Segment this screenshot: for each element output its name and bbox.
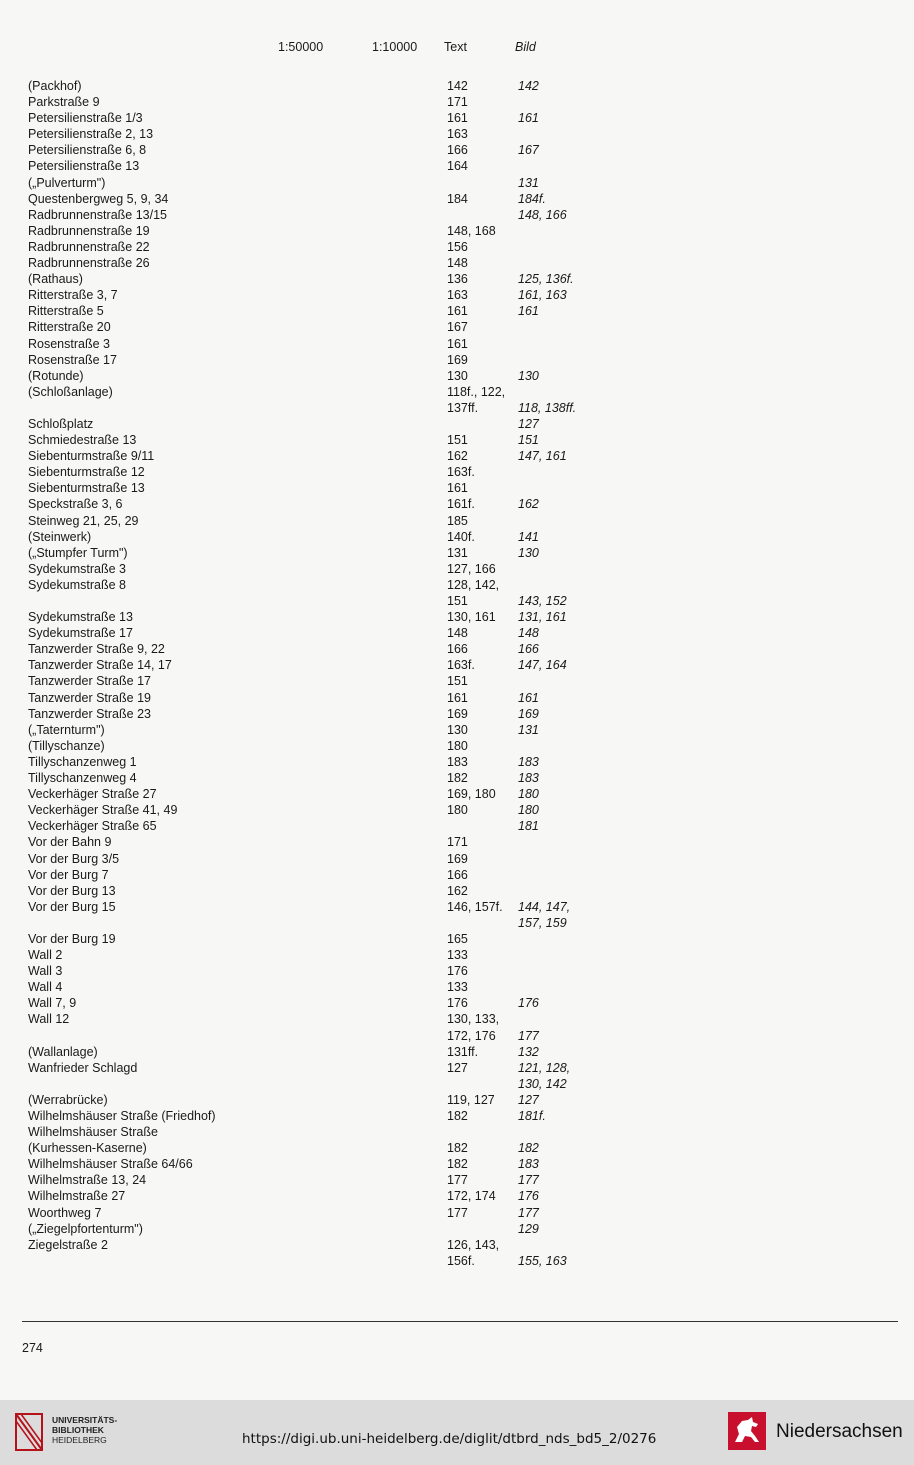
entry-name: Vor der Burg 13: [28, 883, 116, 898]
text-page-ref: 156: [447, 239, 468, 254]
entry-name: Tanzwerder Straße 17: [28, 674, 151, 689]
index-row: [0, 336, 914, 352]
image-page-ref: 132: [518, 1044, 539, 1059]
entry-name: Ritterstraße 5: [28, 304, 104, 319]
image-page-ref: 131: [518, 722, 539, 737]
library-name-line2: BIBLIOTHEK: [52, 1425, 104, 1435]
entry-name: Schmiedestraße 13: [28, 433, 137, 448]
image-page-ref: 183: [518, 771, 539, 786]
text-page-ref: 151: [447, 594, 468, 608]
column-header-bild: Bild: [515, 40, 536, 54]
entry-name: („Pulverturm"): [28, 175, 106, 190]
university-library-name[interactable]: [52, 1415, 117, 1445]
image-page-ref: 161: [518, 690, 539, 705]
library-name-line1: UNIVERSITÄTS-: [52, 1415, 118, 1425]
image-page-ref: 130, 142: [518, 1076, 567, 1091]
index-row: [0, 400, 914, 416]
text-page-ref: 166: [447, 642, 468, 657]
text-page-ref: 182: [447, 1109, 468, 1123]
text-page-ref: 182: [447, 771, 468, 786]
index-row: [0, 223, 914, 239]
index-row: [0, 931, 914, 947]
column-header-text: Text: [444, 40, 467, 54]
text-page-ref: 130: [447, 368, 468, 383]
entry-name: Vor der Burg 7: [28, 867, 109, 882]
entry-name: Sydekumstraße 17: [28, 626, 133, 641]
entry-name: Ritterstraße 3, 7: [28, 288, 118, 303]
page-number: 274: [22, 1341, 43, 1355]
index-row: [0, 947, 914, 963]
index-row: [0, 416, 914, 432]
entry-name: (Schloßanlage): [28, 384, 113, 399]
index-row: [0, 979, 914, 995]
index-row: [0, 770, 914, 786]
entry-name: Sydekumstraße 3: [28, 561, 126, 576]
entry-name: Rosenstraße 3: [28, 336, 110, 351]
index-row: [0, 78, 914, 94]
text-page-ref: 161: [447, 304, 468, 319]
entry-name: (Werrabrücke): [28, 1092, 108, 1107]
index-row: [0, 126, 914, 142]
entry-name: Tanzwerder Straße 19: [28, 690, 151, 705]
image-page-ref: 148: [518, 626, 539, 641]
index-row: [0, 883, 914, 899]
index-row: [0, 1172, 914, 1188]
index-row: [0, 1237, 914, 1253]
image-page-ref: 151: [518, 433, 539, 448]
index-row: [0, 1140, 914, 1156]
text-page-ref: 169, 180: [447, 787, 496, 802]
text-page-ref: 148: [447, 626, 468, 641]
image-page-ref: 142: [518, 79, 539, 93]
entry-name: („Taternturm"): [28, 722, 105, 737]
entry-name: Ritterstraße 20: [28, 320, 111, 335]
index-row: [0, 352, 914, 368]
text-page-ref: 136: [447, 272, 468, 287]
entry-name: Tillyschanzenweg 4: [28, 771, 137, 786]
entry-name: Wilhelmstraße 13, 24: [28, 1173, 147, 1188]
text-page-ref: 161: [447, 111, 468, 126]
index-row: [0, 319, 914, 335]
image-page-ref: 182: [518, 1141, 539, 1156]
index-row: [0, 802, 914, 818]
index-row: [0, 1076, 914, 1092]
index-row: [0, 448, 914, 464]
text-page-ref: 163f.: [447, 465, 475, 480]
index-row: [0, 1092, 914, 1108]
image-page-ref: 161: [518, 304, 539, 319]
text-page-ref: 180: [447, 803, 468, 818]
entry-name: Tanzwerder Straße 23: [28, 706, 151, 721]
text-page-ref: 151: [447, 674, 468, 689]
text-page-ref: 177: [447, 1173, 468, 1188]
text-page-ref: 151: [447, 433, 468, 448]
entry-name: Siebenturmstraße 12: [28, 465, 145, 480]
index-row: [0, 255, 914, 271]
library-name-line3: HEIDELBERG: [52, 1435, 107, 1445]
index-row: [0, 110, 914, 126]
entry-name: (Wallanlage): [28, 1044, 98, 1059]
image-page-ref: 141: [518, 529, 539, 544]
entry-name: Woorthweg 7: [28, 1205, 102, 1220]
text-page-ref: 130: [447, 722, 468, 737]
text-page-ref: 133: [447, 948, 468, 963]
text-page-ref: 176: [447, 996, 468, 1011]
lower-saxony-horse-icon[interactable]: [728, 1412, 766, 1450]
index-row: [0, 480, 914, 496]
entry-name: Wall 4: [28, 980, 63, 995]
text-page-ref: 183: [447, 754, 468, 769]
index-row: [0, 142, 914, 158]
text-page-ref: 177: [447, 1205, 468, 1220]
text-page-ref: 164: [447, 159, 468, 174]
entry-name: Wall 3: [28, 964, 63, 979]
image-page-ref: 161, 163: [518, 288, 567, 303]
entry-name: Vor der Burg 15: [28, 899, 116, 914]
text-page-ref: 166: [447, 143, 468, 158]
entry-name: Veckerhäger Straße 65: [28, 819, 157, 834]
text-page-ref: 140f.: [447, 529, 475, 544]
index-row: [0, 1044, 914, 1060]
index-row: [0, 722, 914, 738]
text-page-ref: 161: [447, 336, 468, 351]
entry-name: Petersilienstraße 2, 13: [28, 127, 154, 142]
text-page-ref: 163f.: [447, 658, 475, 673]
image-page-ref: 181f.: [518, 1109, 546, 1123]
index-row: [0, 641, 914, 657]
index-row: [0, 1205, 914, 1221]
image-page-ref: 129: [518, 1221, 539, 1236]
index-row: [0, 786, 914, 802]
image-page-ref: 183: [518, 754, 539, 769]
text-page-ref: 184: [447, 191, 468, 206]
entry-name: Radbrunnenstraße 22: [28, 239, 150, 254]
image-page-ref: 181: [518, 819, 539, 834]
image-page-ref: 167: [518, 143, 539, 158]
index-row: [0, 738, 914, 754]
entry-name: Wilhelmshäuser Straße (Friedhof): [28, 1109, 216, 1123]
entry-name: (Packhof): [28, 79, 82, 93]
text-page-ref: 169: [447, 706, 468, 721]
image-page-ref: 125, 136f.: [518, 272, 574, 287]
entry-name: Siebenturmstraße 13: [28, 481, 145, 496]
text-page-ref: 148: [447, 256, 468, 271]
index-row: [0, 545, 914, 561]
text-page-ref: 171: [447, 95, 468, 110]
text-page-ref: 146, 157f.: [447, 899, 503, 914]
permalink-url[interactable]: https://digi.ub.uni-heidelberg.de/diglit/dtbrd_nds_bd5_2/0276: [242, 1431, 657, 1447]
entry-name: Vor der Burg 3/5: [28, 851, 120, 866]
entry-name: Petersilienstraße 6, 8: [28, 143, 147, 158]
index-row: [0, 706, 914, 722]
entry-name: Radbrunnenstraße 13/15: [28, 207, 167, 222]
image-page-ref: 157, 159: [518, 915, 567, 930]
entry-name: Wanfrieder Schlagd: [28, 1060, 138, 1075]
entry-name: (Rathaus): [28, 272, 83, 287]
index-row: [0, 609, 914, 625]
index-row: [0, 754, 914, 770]
image-page-ref: 166: [518, 642, 539, 657]
index-row: [0, 1156, 914, 1172]
index-table: [0, 78, 914, 1269]
text-page-ref: 161f.: [447, 497, 475, 512]
index-row: [0, 593, 914, 609]
index-row: [0, 1011, 914, 1027]
image-page-ref: 180: [518, 803, 539, 818]
index-row: [0, 818, 914, 834]
entry-name: Radbrunnenstraße 19: [28, 223, 150, 238]
text-page-ref: 166: [447, 867, 468, 882]
text-page-ref: 119, 127: [447, 1092, 495, 1107]
image-page-ref: 162: [518, 497, 539, 512]
entry-name: Radbrunnenstraße 26: [28, 256, 150, 271]
text-page-ref: 126, 143,: [447, 1237, 500, 1252]
text-page-ref: 180: [447, 738, 468, 753]
text-page-ref: 131ff.: [447, 1044, 479, 1059]
entry-name: Wall 7, 9: [28, 996, 77, 1011]
entry-name: („Stumpfer Turm"): [28, 545, 128, 560]
index-row: [0, 1253, 914, 1269]
text-page-ref: 133: [447, 980, 468, 995]
entry-name: Wall 12: [28, 1012, 70, 1027]
entry-name: Steinweg 21, 25, 29: [28, 513, 139, 528]
entry-name: Petersilienstraße 13: [28, 159, 140, 174]
text-page-ref: 161: [447, 481, 468, 496]
index-row: [0, 529, 914, 545]
viewer-footer: [0, 1400, 914, 1465]
index-row: [0, 963, 914, 979]
index-row: [0, 673, 914, 689]
entry-name: Wilhelmstraße 27: [28, 1189, 126, 1204]
entry-name: Petersilienstraße 1/3: [28, 111, 143, 126]
index-row: [0, 191, 914, 207]
index-row: [0, 851, 914, 867]
text-page-ref: 130, 133,: [447, 1012, 500, 1027]
index-row: [0, 1060, 914, 1076]
entry-name: Siebenturmstraße 9/11: [28, 449, 155, 464]
index-row: [0, 657, 914, 673]
image-page-ref: 184f.: [518, 191, 546, 206]
index-row: [0, 690, 914, 706]
image-page-ref: 147, 161: [518, 449, 567, 464]
entry-name: Tanzwerder Straße 9, 22: [28, 642, 165, 657]
text-page-ref: 176: [447, 964, 468, 979]
text-page-ref: 172, 176: [447, 1028, 496, 1043]
index-row: [0, 303, 914, 319]
image-page-ref: 176: [518, 1189, 539, 1204]
entry-name: Ziegelstraße 2: [28, 1237, 108, 1252]
image-page-ref: 130: [518, 545, 539, 560]
image-page-ref: 169: [518, 706, 539, 721]
text-page-ref: 148, 168: [447, 223, 496, 238]
text-page-ref: 118f., 122,: [447, 384, 506, 399]
entry-name: Schloßplatz: [28, 416, 94, 431]
text-page-ref: 137ff.: [447, 400, 479, 415]
index-row: [0, 1108, 914, 1124]
image-page-ref: 161: [518, 111, 539, 126]
entry-name: (Kurhessen-Kaserne): [28, 1141, 147, 1156]
entry-name: Tillyschanzenweg 1: [28, 754, 137, 769]
index-row: [0, 1028, 914, 1044]
entry-name: Vor der Bahn 9: [28, 835, 112, 850]
image-page-ref: 118, 138ff.: [518, 400, 577, 415]
text-page-ref: 169: [447, 851, 468, 866]
image-page-ref: 155, 163: [518, 1253, 567, 1268]
image-page-ref: 130: [518, 368, 539, 383]
entry-name: Wall 2: [28, 948, 63, 963]
entry-name: Sydekumstraße 13: [28, 610, 133, 625]
entry-name: (Steinwerk): [28, 529, 92, 544]
text-page-ref: 127, 166: [447, 561, 496, 576]
entry-name: Sydekumstraße 8: [28, 577, 126, 592]
entry-name: Questenbergweg 5, 9, 34: [28, 191, 169, 206]
index-row: [0, 94, 914, 110]
text-page-ref: 127: [447, 1060, 468, 1075]
partner-name[interactable]: Niedersachsen: [776, 1421, 903, 1442]
entry-name: Speckstraße 3, 6: [28, 497, 123, 512]
image-page-ref: 177: [518, 1028, 539, 1043]
text-page-ref: 172, 174: [447, 1189, 496, 1204]
index-row: [0, 867, 914, 883]
text-page-ref: 163: [447, 288, 468, 303]
index-row: [0, 368, 914, 384]
index-row: [0, 995, 914, 1011]
university-library-logo-icon[interactable]: [12, 1408, 46, 1454]
text-page-ref: 128, 142,: [447, 577, 500, 592]
text-page-ref: 142: [447, 79, 468, 93]
column-header-scale-50000: 1:50000: [278, 40, 324, 54]
index-row: [0, 577, 914, 593]
image-page-ref: 176: [518, 996, 539, 1011]
entry-name: Tanzwerder Straße 14, 17: [28, 658, 172, 673]
index-row: [0, 175, 914, 191]
text-page-ref: 162: [447, 883, 468, 898]
index-row: [0, 287, 914, 303]
text-page-ref: 162: [447, 449, 468, 464]
image-page-ref: 131: [518, 175, 539, 190]
index-row: [0, 899, 914, 915]
index-row: [0, 561, 914, 577]
index-row: [0, 432, 914, 448]
text-page-ref: 167: [447, 320, 468, 335]
index-row: [0, 1124, 914, 1140]
text-page-ref: 130, 161: [447, 610, 496, 625]
column-header-scale-10000: 1:10000: [372, 40, 418, 54]
index-row: [0, 207, 914, 223]
text-page-ref: 171: [447, 835, 468, 850]
entry-name: Rosenstraße 17: [28, 352, 117, 367]
image-page-ref: 143, 152: [518, 594, 567, 608]
text-page-ref: 182: [447, 1157, 468, 1172]
image-page-ref: 144, 147,: [518, 899, 571, 914]
text-page-ref: 131: [447, 545, 468, 560]
text-page-ref: 169: [447, 352, 468, 367]
index-row: [0, 271, 914, 287]
entry-name: Veckerhäger Straße 27: [28, 787, 157, 802]
image-page-ref: 148, 166: [518, 207, 567, 222]
entry-name: Veckerhäger Straße 41, 49: [28, 803, 178, 818]
image-page-ref: 183: [518, 1157, 539, 1172]
index-row: [0, 625, 914, 641]
text-page-ref: 185: [447, 513, 468, 528]
index-row: [0, 464, 914, 480]
index-row: [0, 1188, 914, 1204]
entry-name: (Tillyschanze): [28, 738, 105, 753]
image-page-ref: 180: [518, 787, 539, 802]
text-page-ref: 182: [447, 1141, 468, 1156]
text-page-ref: 161: [447, 690, 468, 705]
image-page-ref: 177: [518, 1205, 539, 1220]
text-page-ref: 163: [447, 127, 468, 142]
image-page-ref: 177: [518, 1173, 539, 1188]
index-row: [0, 239, 914, 255]
entry-name: („Ziegelpfortenturm"): [28, 1221, 143, 1236]
index-row: [0, 834, 914, 850]
index-row: [0, 496, 914, 512]
image-page-ref: 127: [518, 416, 539, 431]
entry-name: Parkstraße 9: [28, 95, 100, 110]
text-page-ref: 165: [447, 931, 468, 946]
index-row: [0, 915, 914, 931]
text-page-ref: 156f.: [447, 1253, 475, 1268]
entry-name: (Rotunde): [28, 368, 84, 383]
index-row: [0, 513, 914, 529]
entry-name: Vor der Burg 19: [28, 931, 116, 946]
entry-name: Wilhelmshäuser Straße: [28, 1125, 158, 1140]
entry-name: Wilhelmshäuser Straße 64/66: [28, 1157, 193, 1172]
index-row: [0, 158, 914, 174]
image-page-ref: 147, 164: [518, 658, 567, 673]
image-page-ref: 121, 128,: [518, 1060, 571, 1075]
image-page-ref: 127: [518, 1092, 539, 1107]
index-row: [0, 384, 914, 400]
footer-rule: [22, 1321, 898, 1322]
index-row: [0, 1221, 914, 1237]
image-page-ref: 131, 161: [518, 610, 567, 625]
